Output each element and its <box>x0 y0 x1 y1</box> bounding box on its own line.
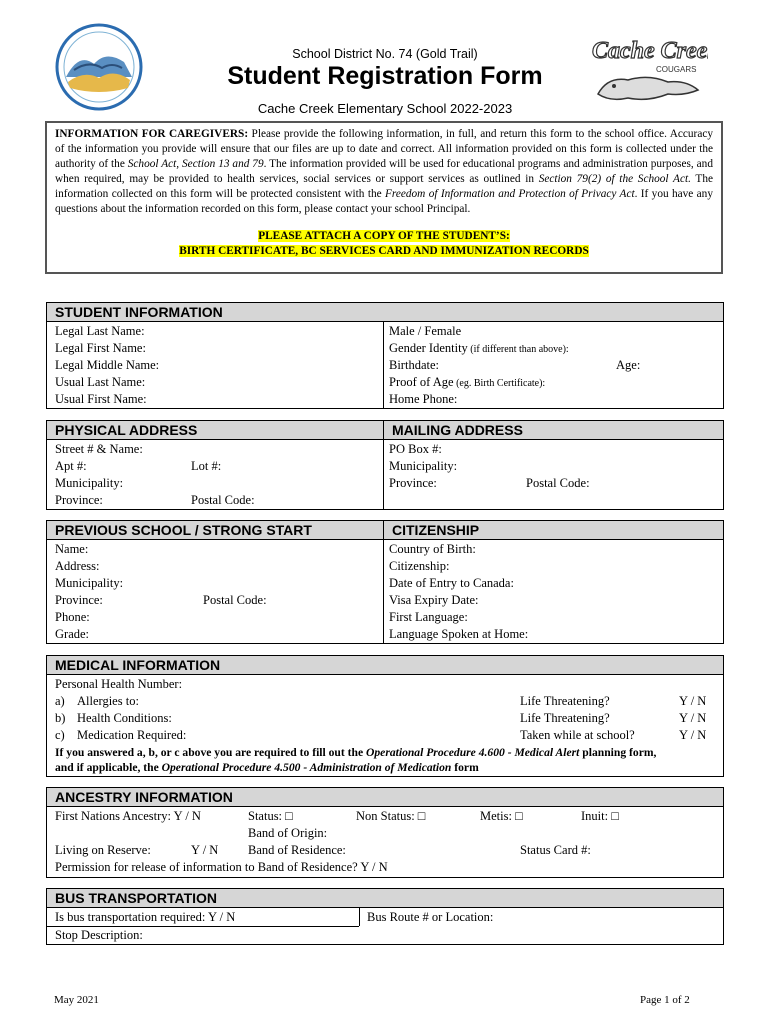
sex-field[interactable]: Male / Female <box>389 324 462 338</box>
usual-first-name-field[interactable]: Usual First Name: <box>55 392 147 406</box>
ancestry-heading: ANCESTRY INFORMATION <box>47 788 723 807</box>
country-of-birth-field[interactable]: Country of Birth: <box>389 542 476 556</box>
gender-identity-note: (if different than above): <box>467 344 569 355</box>
mailing-municipality-field[interactable]: Municipality: <box>389 459 458 473</box>
usual-last-name-field[interactable]: Usual Last Name: <box>55 375 146 389</box>
prev-school-municipality-field[interactable]: Municipality: <box>55 576 124 590</box>
info-p1: Please provide the following information, in full, and return this form to the school office. Accuracy of the information you provide will ensure that our files are up to date and correct. All information provided on this form is collected under the authority of the <box>55 128 713 170</box>
prev-school-postal-field[interactable]: Postal Code: <box>203 593 267 607</box>
lot-field[interactable]: Lot #: <box>191 459 222 473</box>
footer-page-number: Page 1 of 2 <box>640 994 690 1006</box>
prev-school-name-field[interactable]: Name: <box>55 542 89 556</box>
medical-note-2c: form <box>451 761 479 774</box>
first-nations-field[interactable]: First Nations Ancestry: Y / N <box>55 809 201 823</box>
band-residence-field[interactable]: Band of Residence: <box>248 843 346 857</box>
physical-postal-field[interactable]: Postal Code: <box>191 493 255 507</box>
condition-yes-no[interactable]: Y / N <box>679 711 707 725</box>
medical-note-1c: planning form, <box>579 746 657 759</box>
status-checkbox[interactable]: Status: □ <box>248 809 293 823</box>
status-card-field[interactable]: Status Card #: <box>520 843 591 857</box>
attach-line-1: PLEASE ATTACH A COPY OF THE STUDENT’S: <box>258 230 510 242</box>
medical-note-line-2 <box>55 759 479 776</box>
caregiver-info-text <box>55 127 713 217</box>
student-info-section <box>46 302 724 409</box>
medical-note-2a: and if applicable, the <box>55 761 162 774</box>
street-field[interactable]: Street # & Name: <box>55 442 143 456</box>
bus-heading: BUS TRANSPORTATION <box>47 889 723 908</box>
non-status-checkbox[interactable]: Non Status: □ <box>356 809 426 823</box>
citizenship-field[interactable]: Citizenship: <box>389 559 450 573</box>
medication-yes-no[interactable]: Y / N <box>679 728 707 742</box>
info-act3: Freedom of Information and Protection of Privacy Act <box>384 188 635 200</box>
info-p2: . The information provided will be used for educational programs and administration purposes, and when required, may be provided to health services, social services or support services as outlined in <box>55 158 713 185</box>
proof-of-age-field[interactable] <box>389 374 545 392</box>
mailing-address-heading: MAILING ADDRESS <box>384 421 723 440</box>
medication-letter: c) <box>55 728 65 742</box>
stop-description-field[interactable]: Stop Description: <box>55 928 143 942</box>
ancestry-section <box>46 787 724 878</box>
physical-province-field[interactable]: Province: <box>55 493 103 507</box>
home-phone-field[interactable]: Home Phone: <box>389 392 458 406</box>
info-p3: The information collected on this form will be protected consistent with the <box>55 173 713 200</box>
caregiver-info-box <box>45 121 723 274</box>
age-field[interactable]: Age: <box>616 358 641 372</box>
legal-first-name-field[interactable]: Legal First Name: <box>55 341 146 355</box>
living-on-reserve-label: Living on Reserve: <box>55 843 151 857</box>
previous-school-citizenship-section <box>46 520 724 644</box>
prev-school-phone-field[interactable]: Phone: <box>55 610 90 624</box>
cougars-logo-sub: COUGARS <box>656 65 697 74</box>
medical-heading: MEDICAL INFORMATION <box>47 656 723 675</box>
apt-field[interactable]: Apt #: <box>55 459 87 473</box>
medication-field[interactable]: Medication Required: <box>77 728 187 742</box>
conditions-letter: b) <box>55 711 66 725</box>
taken-at-school-label: Taken while at school? <box>520 728 635 742</box>
prev-school-grade-field[interactable]: Grade: <box>55 627 90 641</box>
living-on-reserve-yes-no[interactable]: Y / N <box>191 843 219 857</box>
gender-identity-field[interactable] <box>389 340 569 358</box>
citizenship-heading: CITIZENSHIP <box>384 521 723 540</box>
cougars-logo-text: Cache Creek <box>592 38 708 64</box>
physical-address-heading: PHYSICAL ADDRESS <box>47 421 383 440</box>
medical-note-2b: Operational Procedure 4.500 - Administration of Medication <box>161 761 452 774</box>
attach-notice <box>55 229 713 259</box>
home-language-field[interactable]: Language Spoken at Home: <box>389 627 529 641</box>
allergy-life-threatening-label: Life Threatening? <box>520 694 610 708</box>
bus-section <box>46 888 724 945</box>
first-language-field[interactable]: First Language: <box>389 610 468 624</box>
info-act2: Section 79(2) of the School Act. <box>538 173 691 185</box>
allergy-yes-no[interactable]: Y / N <box>679 694 707 708</box>
bus-required-field[interactable]: Is bus transportation required: Y / N <box>55 910 236 924</box>
health-number-field[interactable]: Personal Health Number: <box>55 677 183 691</box>
footer-date: May 2021 <box>54 994 99 1006</box>
legal-middle-name-field[interactable]: Legal Middle Name: <box>55 358 160 372</box>
student-info-heading: STUDENT INFORMATION <box>47 303 723 322</box>
entry-date-field[interactable]: Date of Entry to Canada: <box>389 576 514 590</box>
allergies-letter: a) <box>55 694 65 708</box>
page-title: Student Registration Form <box>227 62 543 90</box>
district-name: School District No. 74 (Gold Trail) <box>292 47 478 61</box>
metis-checkbox[interactable]: Metis: □ <box>480 809 523 823</box>
birthdate-field[interactable]: Birthdate: <box>389 358 439 372</box>
previous-school-heading: PREVIOUS SCHOOL / STRONG START <box>47 521 383 540</box>
prev-school-address-field[interactable]: Address: <box>55 559 100 573</box>
medical-note-1b: Operational Procedure 4.600 - Medical Alert <box>366 746 580 759</box>
info-lead: INFORMATION FOR CAREGIVERS: <box>55 128 249 140</box>
column-divider <box>383 322 384 409</box>
proof-of-age-label: Proof of Age <box>389 375 454 389</box>
physical-municipality-field[interactable]: Municipality: <box>55 476 124 490</box>
condition-life-threatening-label: Life Threatening? <box>520 711 610 725</box>
column-divider <box>359 908 360 926</box>
proof-of-age-note: (eg. Birth Certificate): <box>453 378 546 389</box>
info-p4: . If you have any questions about the information recorded on this form, please contact your school Principal. <box>55 188 713 215</box>
visa-expiry-field[interactable]: Visa Expiry Date: <box>389 593 479 607</box>
attach-line-2: BIRTH CERTIFICATE, BC SERVICES CARD AND IMMUNIZATION RECORDS <box>179 245 589 257</box>
allergies-field[interactable]: Allergies to: <box>77 694 139 708</box>
school-name: Cache Creek Elementary School 2022-2023 <box>257 101 513 116</box>
legal-last-name-field[interactable]: Legal Last Name: <box>55 324 145 338</box>
address-section <box>46 420 724 510</box>
po-box-field[interactable]: PO Box #: <box>389 442 442 456</box>
column-divider <box>383 421 384 510</box>
conditions-field[interactable]: Health Conditions: <box>77 711 172 725</box>
band-origin-field[interactable]: Band of Origin: <box>248 826 328 840</box>
column-divider <box>383 521 384 644</box>
prev-school-province-field[interactable]: Province: <box>55 593 103 607</box>
band-permission-field[interactable]: Permission for release of information to Band of Residence? Y / N <box>55 860 388 874</box>
inuit-checkbox[interactable]: Inuit: □ <box>581 809 619 823</box>
medical-note-1a: If you answered a, b, or c above you are required to fill out the <box>55 746 366 759</box>
gender-identity-label: Gender Identity <box>389 341 468 355</box>
mailing-province-field[interactable]: Province: <box>389 476 437 490</box>
bus-route-field[interactable]: Bus Route # or Location: <box>367 910 494 924</box>
mailing-postal-field[interactable]: Postal Code: <box>526 476 590 490</box>
medical-section <box>46 655 724 777</box>
info-act1: School Act, Section 13 and 79 <box>127 158 264 170</box>
